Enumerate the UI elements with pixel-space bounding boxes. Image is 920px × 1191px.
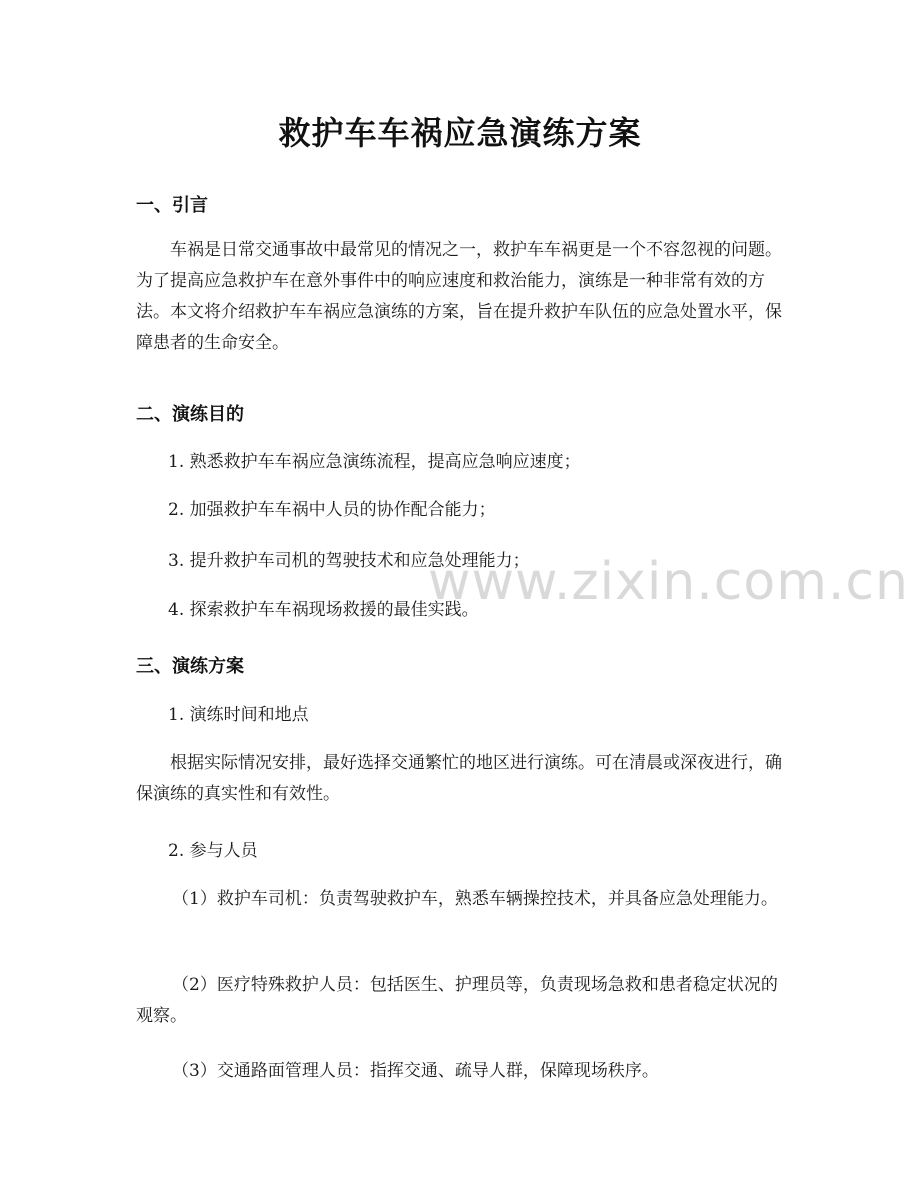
section-heading-plan: 三、演练方案: [136, 656, 244, 677]
plan-time-place-text: 根据实际情况安排，最好选择交通繁忙的地区进行演练。可在清晨或深夜进行，确保演练的真实性和有效性。: [136, 753, 782, 804]
plan-participants-heading: 2. 参与人员: [168, 841, 258, 861]
participant-role: （3）交通路面管理人员：指挥交通、疏导人群，保障现场秩序。: [172, 1061, 659, 1081]
goal-item: 2. 加强救护车车祸中人员的协作配合能力；: [168, 500, 496, 520]
plan-time-place-heading: 1. 演练时间和地点: [168, 705, 309, 725]
goal-item: 4. 探索救护车车祸现场救援的最佳实践。: [168, 600, 479, 620]
intro-paragraph: 车祸是日常交通事故中最常见的情况之一，救护车车祸更是一个不容忽视的问题。为了提高应急救护车在意外事件中的响应速度和救治能力，演练是一种非常有效的方法。本文将介绍救护车车祸应急演练的方案，旨在提升救护车队伍的应急处置水平，保障患者的生命安全。: [136, 240, 782, 353]
goal-item: 3. 提升救护车司机的驾驶技术和应急处理能力；: [168, 551, 530, 571]
watermark: www.zixin.com.cn: [428, 552, 909, 612]
section-heading-goals: 二、演练目的: [136, 404, 244, 425]
goal-item: 1. 熟悉救护车车祸应急演练流程，提高应急响应速度；: [168, 452, 581, 472]
participant-role: （2）医疗特殊救护人员：包括医生、护理员等，负责现场急救和患者稳定状况的观察。: [136, 975, 778, 1026]
document-title: 救护车车祸应急演练方案: [278, 114, 642, 152]
participant-role: （1）救护车司机：负责驾驶救护车，熟悉车辆操控技术，并具备应急处理能力。: [172, 889, 778, 909]
section-heading-intro: 一、引言: [136, 195, 208, 216]
